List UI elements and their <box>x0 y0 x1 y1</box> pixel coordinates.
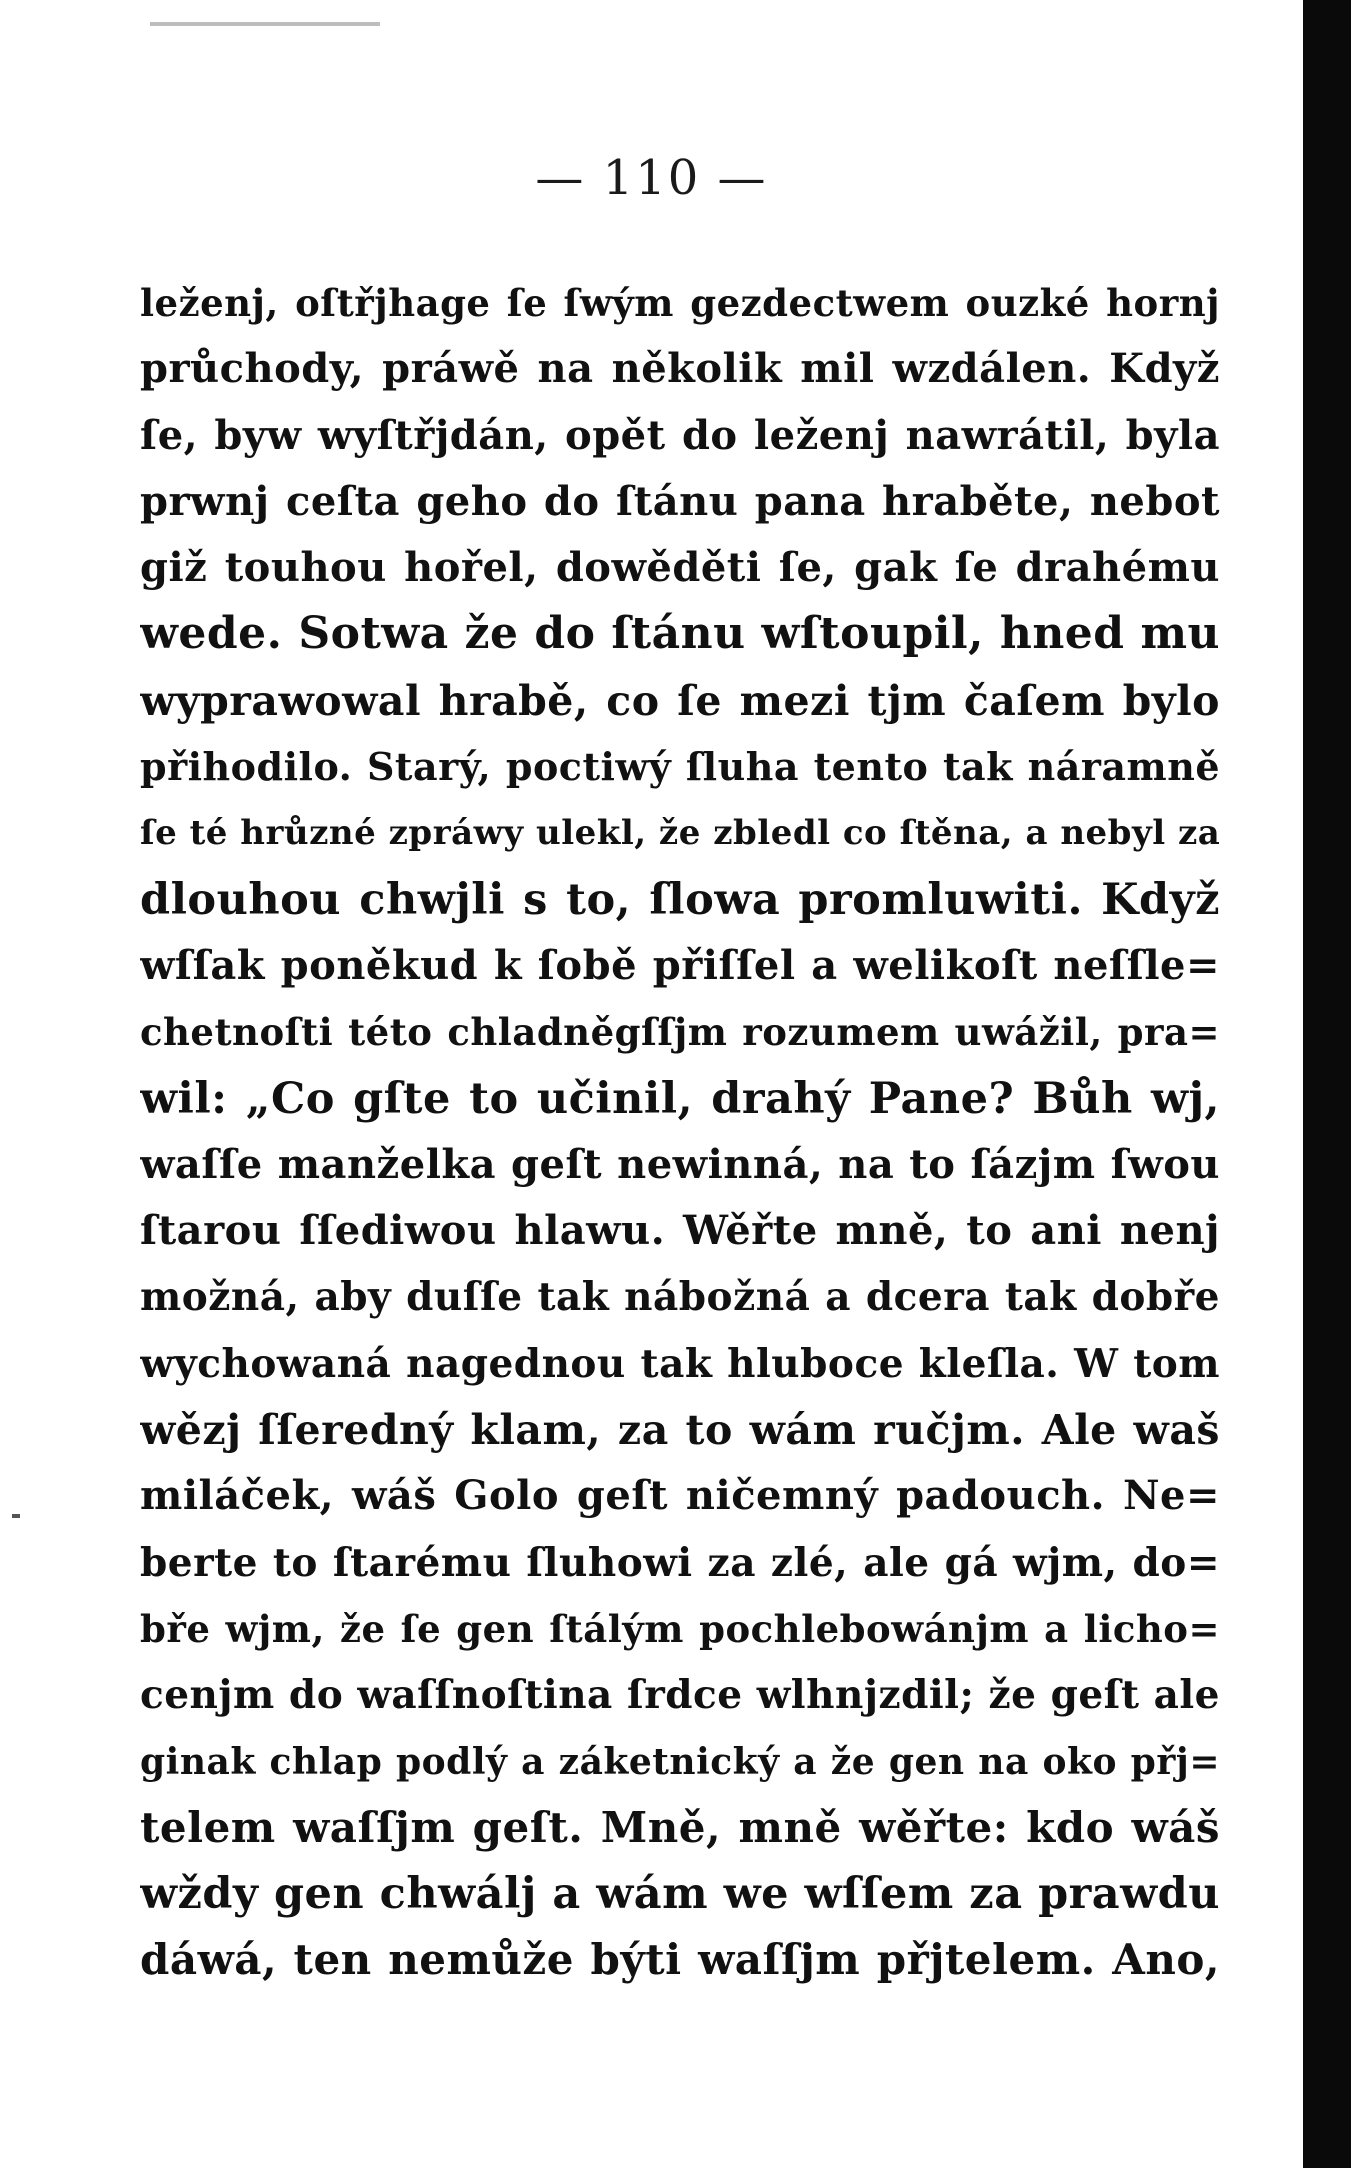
text-line: chetnoſti této chladněgſſjm rozumem uwážil, pra= <box>140 1010 1220 1055</box>
text-line: průchody, práwě na několik mil wzdálen. Když <box>140 345 1220 393</box>
scan-artifact-line <box>150 22 380 26</box>
text-line: dáwá, ten nemůže býti waſſjm přjtelem. Ano, <box>140 1935 1220 1985</box>
text-line: ſe té hrůzné zpráwy ulekl, že zbledl co ſtěna, a nebyl za <box>140 813 1220 854</box>
scan-border <box>1303 0 1351 2168</box>
text-line: giž touhou hořel, dowěděti ſe, gak ſe drahému <box>140 544 1220 592</box>
text-line: bře wjm, že ſe gen ſtálým pochlebowánjm a licho= <box>140 1606 1220 1651</box>
text-line: waſſe manželka geſt newinná, na to ſázjm ſwou <box>140 1140 1220 1188</box>
margin-mark <box>12 1514 20 1518</box>
text-line: cenjm do waſſnoſtina ſrdce wlhnjzdil; že geſt ale <box>140 1672 1220 1719</box>
text-line: telem waſſjm geſt. Mně, mně wěřte: kdo wáš <box>140 1802 1220 1852</box>
text-line: wychowaná nagednou tak hluboce kleſla. W tom <box>140 1340 1220 1387</box>
text-line: možná, aby duſſe tak nábožná a dcera tak dobře <box>140 1274 1220 1321</box>
text-line: berte to ſtarému ſluhowi za zlé, ale gá wjm, do= <box>140 1539 1220 1586</box>
text-line: prwnj ceſta geho do ſtánu pana hraběte, nebot <box>140 477 1220 525</box>
text-line: leženj, oſtřjhage ſe ſwým gezdectwem ouzké hornj <box>140 281 1220 325</box>
body-text <box>140 270 1220 1994</box>
text-line: dlouhou chwjli s to, ſlowa promluwiti. Když <box>140 874 1220 925</box>
text-line: wyprawowal hrabě, co ſe mezi tjm čaſem bylo <box>140 676 1220 725</box>
text-line: wſſak poněkud k ſobě přiſſel a welikoſt neſſle= <box>140 941 1220 989</box>
text-line: wězj ſſeredný klam, za to wám ručjm. Ale waš <box>140 1406 1220 1455</box>
text-line: wede. Sotwa že do ſtánu wſtoupil, hned mu <box>140 608 1220 660</box>
text-line: ginak chlap podlý a záketnický a že gen na oko přj= <box>140 1740 1220 1783</box>
text-line: miláček, wáš Golo geſt ničemný padouch. Ne= <box>140 1472 1220 1520</box>
text-line: wždy gen chwálj a wám we wſſem za prawdu <box>140 1869 1220 1920</box>
text-line: wil: „Co gſte to učinil, drahý Pane? Bůh wj, <box>140 1073 1220 1124</box>
text-line: přihodilo. Starý, poctiwý ſluha tento tak náramně <box>140 744 1220 790</box>
text-line: ſtarou ſſediwou hlawu. Wěřte mně, to ani nenj <box>140 1207 1220 1255</box>
page-number-header: — 110 — <box>535 150 768 206</box>
text-line: ſe, byw wyſtřjdán, opět do leženj nawrátil, byla <box>140 411 1220 459</box>
